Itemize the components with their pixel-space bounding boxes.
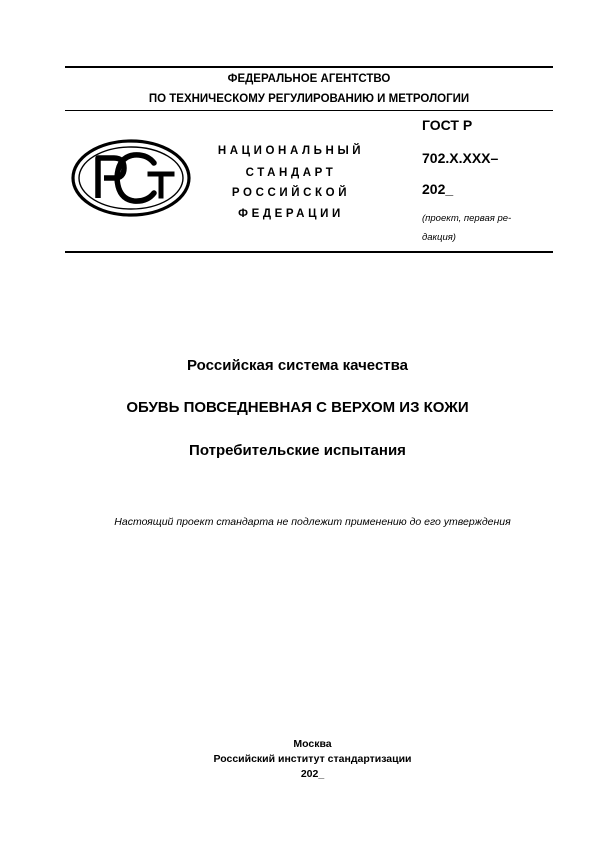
header-divider-rule bbox=[65, 110, 553, 111]
national-standard-line1: НАЦИОНАЛЬНЫЙ bbox=[217, 145, 365, 157]
document-subtitle: Потребительские испытания bbox=[189, 442, 406, 459]
imprint-publisher: Российский институт стандартизации bbox=[213, 753, 412, 765]
standard-designation-line3: 202_ bbox=[422, 181, 454, 197]
agency-name-line1: ФЕДЕРАЛЬНОЕ АГЕНТСТВО bbox=[227, 73, 391, 85]
gost-r-emblem-icon bbox=[70, 138, 192, 218]
national-standard-line3: РОССИЙСКОЙ bbox=[231, 187, 351, 199]
header-top-rule bbox=[65, 66, 553, 68]
draft-status-line2: дакция) bbox=[422, 232, 456, 243]
national-standard-line4: ФЕДЕРАЦИИ bbox=[238, 208, 344, 220]
document-main-title: ОБУВЬ ПОВСЕДНЕВНАЯ С ВЕРХОМ ИЗ КОЖИ bbox=[126, 399, 469, 416]
national-standard-line2: СТАНДАРТ bbox=[245, 167, 337, 179]
agency-name-line2: ПО ТЕХНИЧЕСКОМУ РЕГУЛИРОВАНИЮ И МЕТРОЛОГИИ bbox=[148, 93, 470, 105]
draft-notice: Настоящий проект стандарта не подлежит применению до его утверждения bbox=[114, 516, 511, 528]
imprint-city: Москва bbox=[293, 738, 332, 750]
standard-designation-line2: 702.Х.ХХХ– bbox=[422, 150, 499, 166]
standard-designation-line1: ГОСТ Р bbox=[422, 117, 473, 133]
draft-status-line1: (проект, первая ре- bbox=[422, 213, 512, 224]
imprint-year: 202_ bbox=[300, 768, 325, 780]
header-bottom-rule bbox=[65, 251, 553, 253]
quality-system-title: Российская система качества bbox=[186, 357, 409, 374]
